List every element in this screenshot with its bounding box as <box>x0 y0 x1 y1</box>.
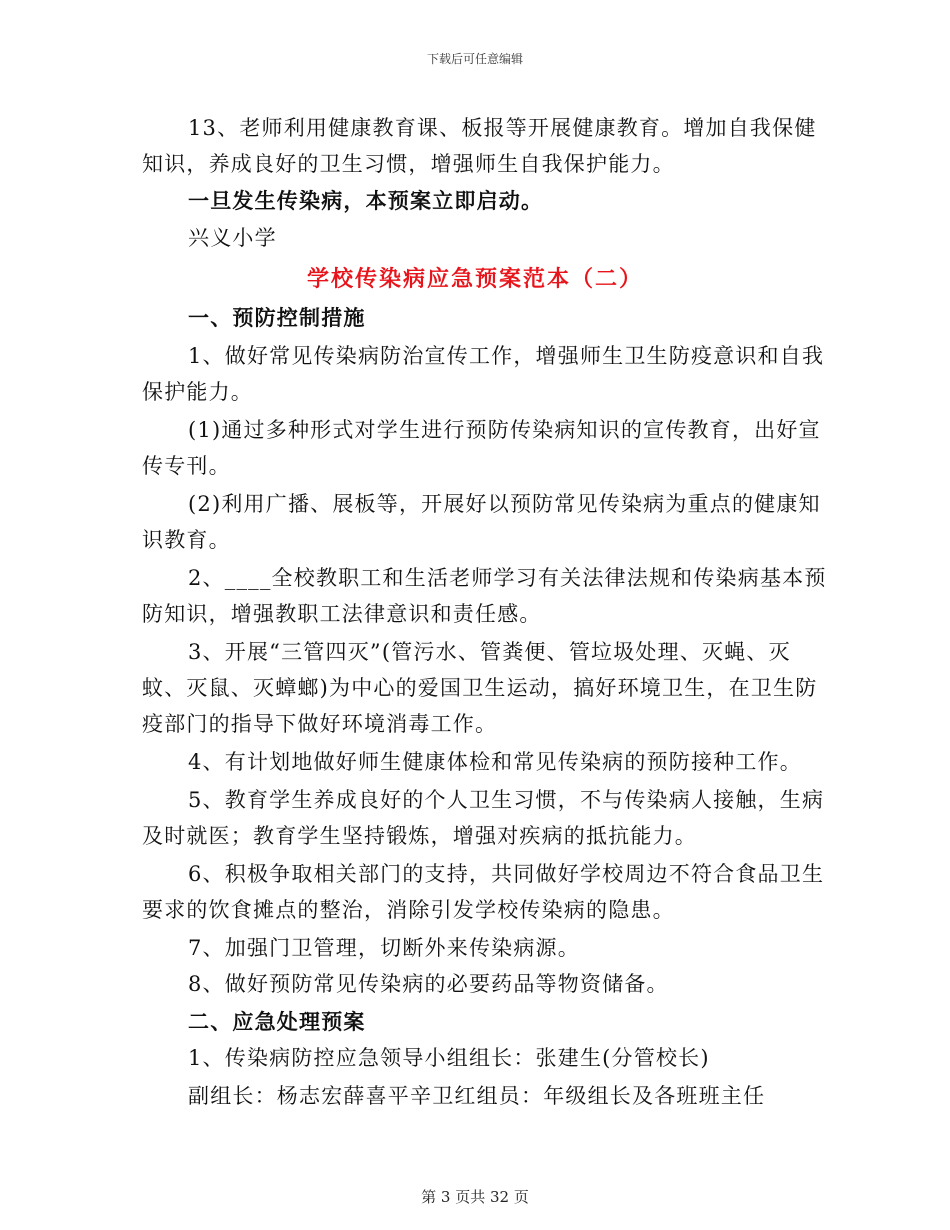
paragraph-line: 副组长：杨志宏薛喜平辛卫红组员：年级组长及各班班主任 <box>188 1084 766 1108</box>
paragraph-line: 5、教育学生养成良好的个人卫生习惯，不与传染病人接触，生病 <box>188 788 825 812</box>
paragraph-line: 防知识，增强教职工法律意识和责任感。 <box>142 602 542 626</box>
heading-prevention: 一、预防控制措施 <box>188 305 366 330</box>
paragraph-line: 1、传染病防控应急领导小组组长：张建生(分管校长) <box>188 1046 710 1070</box>
paragraph-line: (1)通过多种形式对学生进行预防传染病知识的宣传教育，出好宣 <box>188 418 821 442</box>
paragraph-line: 传专刊。 <box>142 454 231 478</box>
paragraph-line: 13、老师利用健康教育课、板报等开展健康教育。增加自我保健 <box>188 116 817 140</box>
page-header: 下载后可任意编辑 <box>426 52 523 66</box>
page-footer: 第 3 页共 32 页 <box>421 1188 529 1206</box>
paragraph-line: 8、做好预防常见传染病的必要药品等物资储备。 <box>188 972 669 996</box>
paragraph-line: 3、开展“三管四灭”(管污水、管粪便、管垃圾处理、灭蝇、灭 <box>188 640 791 664</box>
school-name: 兴义小学 <box>188 226 277 250</box>
paragraph-line: 保护能力。 <box>142 380 253 404</box>
paragraph-line: 2、____全校教职工和生活老师学习有关法律法规和传染病基本预 <box>188 566 827 590</box>
paragraph-line: 6、积极争取相关部门的支持，共同做好学校周边不符合食品卫生 <box>188 862 825 886</box>
paragraph-line: 要求的饮食摊点的整治，消除引发学校传染病的隐患。 <box>142 898 675 922</box>
paragraph-line: 知识，养成良好的卫生习惯，增强师生自我保护能力。 <box>142 152 675 176</box>
paragraph-line: 1、做好常见传染病防治宣传工作，增强师生卫生防疫意识和自我 <box>188 344 825 368</box>
paragraph-line: 及时就医；教育学生坚持锻炼，增强对疾病的抵抗能力。 <box>142 824 697 848</box>
bold-statement: 一旦发生传染病，本预案立即启动。 <box>188 188 544 213</box>
paragraph-line: 疫部门的指导下做好环境消毒工作。 <box>142 712 498 736</box>
paragraph-line: 7、加强门卫管理，切断外来传染病源。 <box>188 936 580 960</box>
section-title: 学校传染病应急预案范本（二） <box>306 266 643 292</box>
paragraph-line: 识教育。 <box>142 528 231 552</box>
paragraph-line: 4、有计划地做好师生健康体检和常见传染病的预防接种工作。 <box>188 750 802 774</box>
heading-emergency: 二、应急处理预案 <box>188 1009 366 1034</box>
paragraph-line: 蚊、灭鼠、灭蟑螂)为中心的爱国卫生运动，搞好环境卫生，在卫生防 <box>142 676 818 700</box>
paragraph-line: (2)利用广播、展板等，开展好以预防常见传染病为重点的健康知 <box>188 492 821 516</box>
